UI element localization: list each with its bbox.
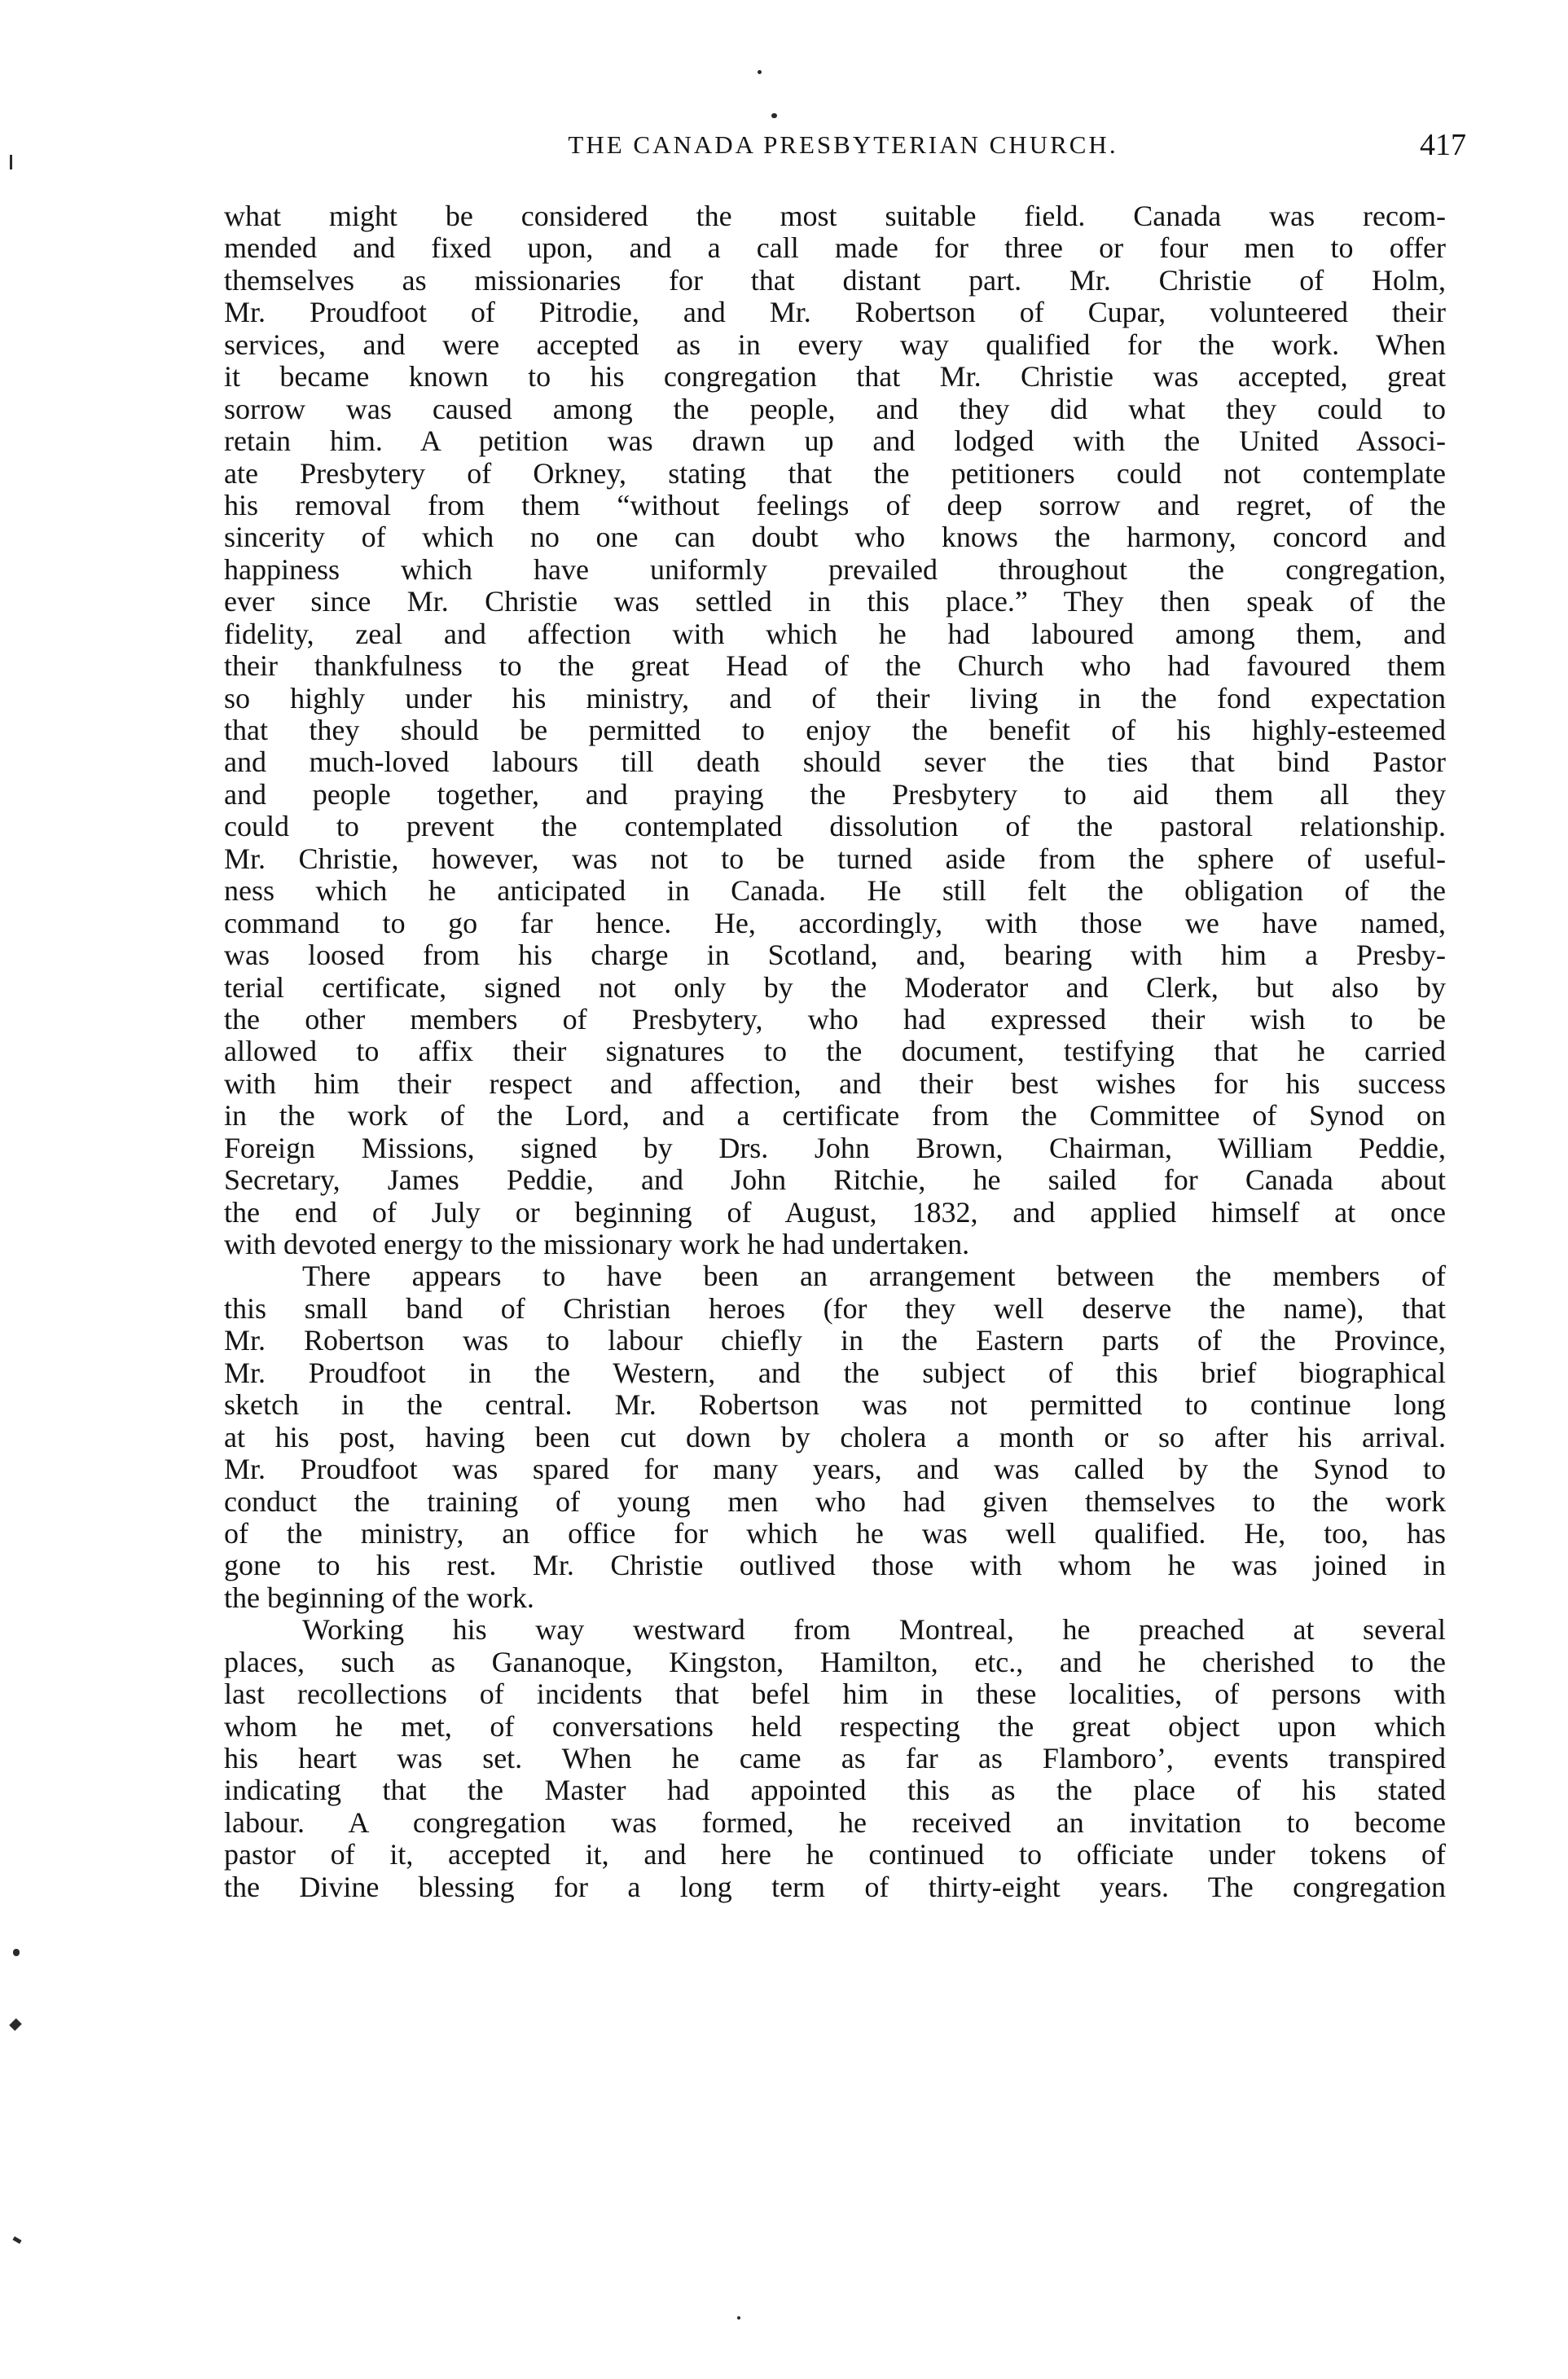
text-line: Mr. Proudfoot of Pitrodie, and Mr. Robertson of Cupar, volunteered their xyxy=(224,297,1446,329)
text-line: happiness which have uniformly prevailed throughout the congregation, xyxy=(224,553,1446,586)
scan-speck xyxy=(12,2236,21,2244)
text-line: gone to his rest. Mr. Christie outlived those with whom he was joined in xyxy=(224,1550,1446,1582)
text-line: command to go far hence. He, accordingly, with those we have named, xyxy=(224,907,1446,939)
text-line: his heart was set. When he came as far as Flamboro’, events transpired xyxy=(224,1743,1446,1774)
text-line: could to prevent the contemplated dissolution of the pastoral relationship. xyxy=(224,811,1446,843)
text-line: the end of July or beginning of August, 1832, and applied himself at once xyxy=(224,1196,1446,1229)
text-line: sketch in the central. Mr. Robertson was not permitted to continue long xyxy=(224,1389,1446,1422)
text-line: and people together, and praying the Presbytery to aid them all they xyxy=(224,778,1446,811)
text-line: of the ministry, an office for which he was well qualified. He, too, has xyxy=(224,1517,1446,1550)
text-line: services, and were accepted as in every way qualified for the work. When xyxy=(224,328,1446,361)
text-line: places, such as Gananoque, Kingston, Hamilton, etc., and he cherished to the xyxy=(224,1646,1446,1678)
text-line: ever since Mr. Christie was settled in this place.” They then speak of the xyxy=(224,586,1446,618)
text-line: retain him. A petition was drawn up and lodged with the United Associ- xyxy=(224,425,1446,458)
scan-speck xyxy=(9,2018,22,2031)
text-line: terial certificate, signed not only by the Moderator and Clerk, but also by xyxy=(224,971,1446,1004)
page-number: 417 xyxy=(1420,128,1466,162)
text-line: at his post, having been cut down by cholera a month or so after his arrival. xyxy=(224,1421,1446,1453)
text-line: whom he met, of conversations held respecting the great object upon which xyxy=(224,1710,1446,1743)
text-line: his removal from them “without feelings of deep sorrow and regret, of the xyxy=(224,489,1446,521)
text-line: Secretary, James Peddie, and John Ritchie, he sailed for Canada about xyxy=(224,1164,1446,1197)
text-line: and much-loved labours till death should sever the ties that bind Pastor xyxy=(224,746,1446,779)
text-line: Mr. Robertson was to labour chiefly in the Eastern parts of the Province, xyxy=(224,1325,1446,1357)
text-line: what might be considered the most suitable field. Canada was recom- xyxy=(224,200,1446,232)
text-line: that they should be permitted to enjoy the benefit of his highly-esteemed xyxy=(224,715,1446,746)
text-line: conduct the training of young men who had given themselves to the work xyxy=(224,1485,1446,1518)
text-line: the other members of Presbytery, who had expressed their wish to be xyxy=(224,1003,1446,1036)
scan-speck xyxy=(10,155,12,169)
scan-speck xyxy=(758,70,762,74)
running-title: THE CANADA PRESBYTERIAN CHURCH. xyxy=(568,130,1118,159)
text-line: was loosed from his charge in Scotland, and, bearing with him a Presby- xyxy=(224,939,1446,972)
text-line: mended and fixed upon, and a call made for three or four men to offer xyxy=(224,232,1446,265)
text-line: There appears to have been an arrangement between the members of xyxy=(302,1260,1446,1293)
text-line: indicating that the Master had appointed this as the place of his stated xyxy=(224,1774,1446,1807)
page-header xyxy=(220,121,1466,169)
scan-speck xyxy=(737,2316,740,2320)
text-line: sincerity of which no one can doubt who knows the harmony, concord and xyxy=(224,521,1446,554)
text-line: themselves as missionaries for that distant part. Mr. Christie of Holm, xyxy=(224,264,1446,297)
text-line: in the work of the Lord, and a certificate from the Committee of Synod on xyxy=(224,1100,1446,1132)
text-line: Mr. Christie, however, was not to be turned aside from the sphere of useful- xyxy=(224,842,1446,875)
text-line: sorrow was caused among the people, and they did what they could to xyxy=(224,393,1446,425)
text-line: with him their respect and affection, and their best wishes for his success xyxy=(224,1067,1446,1100)
text-line: fidelity, zeal and affection with which he had laboured among them, and xyxy=(224,618,1446,650)
text-line: the Divine blessing for a long term of thirty-eight years. The congregation xyxy=(224,1871,1446,1903)
text-line: Mr. Proudfoot was spared for many years, and was called by the Synod to xyxy=(224,1453,1446,1486)
text-line: it became known to his congregation that Mr. Christie was accepted, great xyxy=(224,361,1446,394)
text-line: the beginning of the work. xyxy=(224,1581,534,1614)
text-line: this small band of Christian heroes (for they well deserve the name), that xyxy=(224,1292,1446,1325)
text-line: Working his way westward from Montreal, he preached at several xyxy=(302,1614,1446,1647)
text-line: Foreign Missions, signed by Drs. John Brown, Chairman, William Peddie, xyxy=(224,1132,1446,1164)
text-line: ate Presbytery of Orkney, stating that the petitioners could not contemplate xyxy=(224,457,1446,490)
text-line: so highly under his ministry, and of their living in the fond expectation xyxy=(224,682,1446,715)
text-line: labour. A congregation was formed, he received an invitation to become xyxy=(224,1806,1446,1839)
text-line: Mr. Proudfoot in the Western, and the subject of this brief biographical xyxy=(224,1357,1446,1389)
text-line: pastor of it, accepted it, and here he continued to officiate under tokens of xyxy=(224,1839,1446,1871)
text-line: allowed to affix their signatures to the document, testifying that he carried xyxy=(224,1036,1446,1068)
body-text xyxy=(224,200,1446,1903)
text-line: ness which he anticipated in Canada. He still felt the obligation of the xyxy=(224,875,1446,908)
scan-speck xyxy=(13,1949,20,1956)
scan-speck xyxy=(771,113,777,118)
text-line: last recollections of incidents that befel him in these localities, of persons with xyxy=(224,1678,1446,1711)
text-line: their thankfulness to the great Head of the Church who had favoured them xyxy=(224,650,1446,683)
text-line: with devoted energy to the missionary work he had undertaken. xyxy=(224,1229,970,1260)
